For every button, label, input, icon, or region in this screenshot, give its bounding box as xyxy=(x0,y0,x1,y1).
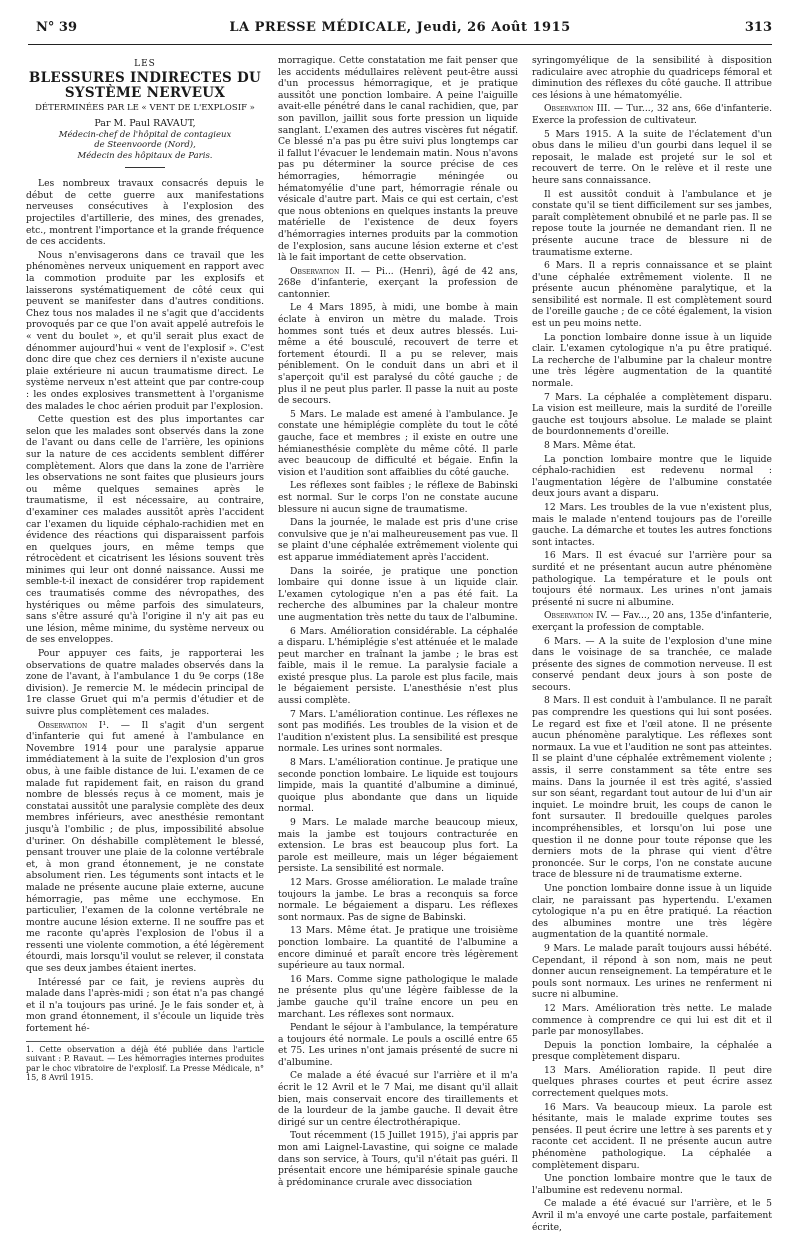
observation-3 xyxy=(532,103,772,126)
paragraph: Il est aussitôt conduit à l'ambulance et je constate qu'il se tient difficilement sur ses jambes, paraît complètement obnubilé et ne parle pas. Il se repose toute la journée ne demandant rien. Il ne présente aucune trace de blessure ni de traumatisme externe. xyxy=(532,188,772,258)
observation-4 xyxy=(532,610,772,633)
paragraph: Les nombreux travaux consacrés depuis le début de cette guerre aux manifestations nerveuses consécutives à l'explosion des projectiles d'artillerie, des mines, des grenades, etc., montrent l'importance et la grande fréquence de ces accidents. xyxy=(26,178,264,248)
paragraph: 16 Mars. Va beaucoup mieux. La parole est hésitante, mais le malade exprime toutes ses pensées. Il peut écrire une lettre à ses parents et y raconte cet accident. Il ne présente aucun autre phénomène pathologique. La céphalée a complètement disparu. xyxy=(532,1101,772,1171)
paragraph: 7 Mars. L'amélioration continue. Les réflexes ne sont pas modifiés. Les troubles de la vision et de l'audition n'existent plus. La sensibilité est presque normale. Les urines sont normales. xyxy=(278,708,518,755)
author-affiliation-2: de Steenvoorde (Nord), xyxy=(94,140,196,151)
page-number: 313 xyxy=(744,20,772,35)
page-header xyxy=(28,20,772,42)
article-heading xyxy=(26,59,264,161)
paragraph: 6 Mars. — A la suite de l'explosion d'une mine dans le voisinage de sa tranchée, ce malade présente des signes de commotion nerveuse. Il est conservé pendant deux jours à son poste de secours. xyxy=(532,635,772,693)
paragraph: 8 Mars. Il est conduit à l'ambulance. Il ne paraît pas comprendre les questions qui lui sont posées. Le regard est fixe et l'œil atone. Il ne présente aucun phénomène paralytique. Les réflexes sont normaux. La vue et l'audition ne sont pas atteintes. Il se plaint d'une céphalée extrêmement violente ; assis, il serre constamment sa tête entre ses mains. Dans la journée il est très agité, s'assied sur son séant, regardant tout autour de lui d'un air inquiet. Le moindre bruit, les coups de canon le font sursauter. Il bredouille quelques paroles incompréhensibles, et lorsqu'on lui pose une question il ne donne pour toute réponse que les derniers mots de la phrase qui vient d'être prononcée. Sur le corps, l'on ne constate aucune trace de blessure ni de traumatisme externe. xyxy=(532,695,772,881)
observation-text: — Fav..., 20 ans, 135e d'infanterie, exerçant la profession de comptable. xyxy=(532,610,773,633)
observation-label: Observation II. xyxy=(290,265,356,277)
paragraph: 5 Mars 1915. A la suite de l'éclatement d'un obus dans le milieu d'un gourbi dans lequel il se reposait, le malade est projeté sur le sol et recouvert de terre. On le relève et il reste une heure sans connaissance. xyxy=(532,128,772,186)
article-author: Par M. Paul RAVAUT, xyxy=(94,118,196,130)
paragraph: 7 Mars. La céphalée a complètement disparu. La vision est meilleure, mais la surdité de l'oreille gauche est toujours absolue. Le malade se plaint de bourdonnements d'oreille. xyxy=(532,391,772,438)
header-rule xyxy=(28,44,772,45)
paragraph: Intéressé par ce fait, je reviens auprès du malade dans l'après-midi ; son état n'a pas changé et il n'a toujours pas uriné. Je le fais sonder et, à mon grand étonnement, il s'écoule un liquide très fortement hé- xyxy=(26,976,264,1035)
paragraph: Une ponction lombaire donne issue à un liquide clair, ne paraissant pas hypertendu. L'examen cytologique n'a pu en être pratiqué. La réaction des albumines montre une très légère augmentation de la quantité normale. xyxy=(532,882,772,941)
paragraph: Le 4 Mars 1895, à midi, une bombe à main éclate à environ un mètre du malade. Trois hommes sont tués et deux autres blessés. Lui-même a été bousculé, recouvert de terre et fortement étourdi. Il a pu se relever, mais péniblement. On le conduit dans un abri et il s'aperçoit qu'il est paralysé du côté gauche ; de plus il ne peut plus parler. Il passe la nuit au poste de secours. xyxy=(278,302,518,407)
column-1 xyxy=(26,55,264,1083)
paragraph: 6 Mars. Amélioration considérable. La céphalée a disparu. L'hémiplégie s'est atténuée et le malade peut marcher en traînant la jambe ; le bras est faible, mais il le remue. La paralysie faciale a existé presque plus. La parole est plus facile, mais le bégaiement persiste. L'anesthésie n'est plus aussi complète. xyxy=(278,625,518,707)
paragraph: 9 Mars. Le malade marche beaucoup mieux, mais la jambe est toujours contracturée en extension. Le bras est beaucoup plus fort. La parole est meilleure, mais un léger bégaiement persiste. La sensibilité est normale. xyxy=(278,817,518,875)
paragraph: 5 Mars. Le malade est amené à l'ambulance. Je constate une hémiplégie complète du tout le côté gauche, face et membres ; il existe en outre une hémianesthésie complète du même côté. Il parle avec beaucoup de difficulté et bégaie. Enfin la vision et l'audition sont affaiblies du côté gauche. xyxy=(278,408,518,478)
author-affiliation-1: Médecin-chef de l'hôpital de contagieux xyxy=(58,129,232,140)
paragraph: syringomyélique de la sensibilité à disposition radiculaire avec atrophie du quadriceps fémoral et diminution des réflexes du côté gauche. Il attribue ces lésions à une hématomyélie. xyxy=(532,55,772,101)
paragraph: 9 Mars. Le malade paraît toujours aussi hébété. Cependant, il répond à son nom, mais ne peut donner aucun renseignement. La température et le pouls sont normaux. Les urines ne renferment ni sucre ni albumine. xyxy=(532,942,772,1001)
paragraph: 8 Mars. Même état. xyxy=(544,440,636,451)
paragraph: 6 Mars. Il a repris connaissance et se plaint d'une céphalée extrêmement violente. Il ne présente aucun phénomène paralytique, et la sensibilité est normale. Il est complètement sourd de l'oreille gauche ; de ce côté également, la vision est un peu moins nette. xyxy=(532,260,772,330)
paragraph: 8 Mars. L'amélioration continue. Je pratique une seconde ponction lombaire. Le liquide est toujours limpide, mais la quantité d'albumine a diminué, quoique plus abondante que dans un liquide normal. xyxy=(278,757,518,815)
paragraph: 13 Mars. Amélioration rapide. Il peut dire quelques phrases courtes et peut écrire assez correctement quelques mots. xyxy=(532,1064,772,1100)
paragraph: 12 Mars. Grosse amélioration. Le malade traîne toujours la jambe. Le bras a reconquis sa force normale. Le bégaiement a disparu. Les réflexes sont normaux. Pas de signe de Babinski. xyxy=(278,876,518,923)
paragraph: morragique. Cette constatation me fait penser que les accidents médullaires relèvent peut-être aussi d'un processus hémorragique, et je pratique aussitôt une ponction lombaire. A peine l'aiguille avait-elle pénétré dans le canal rachidien, que, par son pavillon, jaillit sous forte pression un liquide sanglant. L'examen des autres viscères fut négatif. Ce blessé n'a pas pu être suivi plus longtemps car il fallut l'évacuer le lendemain matin. Nous n'avons pas pu déterminer la source précise de ces hémorragies, hémorragie méningée ou hématomyélie d'une part, hémorragie rénale ou vésicale d'autre part. Mais ce qui est certain, c'est que nous obtenions en quelques instants la preuve matérielle de l'existence de deux foyers d'hémorragies internes produits par la commotion de l'explosion, sans aucune lésion externe et c'est là le fait important de cette observation. xyxy=(278,55,518,264)
paragraph: Tout récemment (15 Juillet 1915), j'ai appris par mon ami Laignel-Lavastine, qui soigne ce malade dans son service, à Tours, qu'il n'était pas guéri. Il présentait encore une hémiparésie spinale gauche à prédominance crurale avec dissociation xyxy=(278,1130,518,1188)
paragraph: Une ponction lombaire montre que le taux de l'albumine est redevenu normal. xyxy=(532,1173,772,1196)
paragraph: Cette question est des plus importantes car selon que les malades sont observés dans la zone de l'avant ou dans celle de l'arrière, les opinions sur la nature de ces accidents semblent différer complètement. Alors que dans la zone de l'arrière les observations ne sont faites que plusieurs jours ou même quelques semaines après le traumatisme, il est nécessaire, au contraire, d'examiner ces malades aussitôt après l'accident car l'examen du liquide céphalo-rachidien met en évidence des réactions qui disparaissent parfois en quelques jours, en même temps que rétrocèdent et cicatrisent les lésions souvent très minimes qui leur ont donné naissance. Aussi me semble-t-il inexact de considérer trop rapidement ces traumatisés comme des névropathes, des hystériques ou même parfois des simulateurs, sans s'être assuré qu'à l'origine il n'y ait pas eu une lésion, même minime, du système nerveux ou de ses enveloppes. xyxy=(26,414,264,646)
observation-label: Observation I¹. xyxy=(38,719,110,731)
column-3 xyxy=(532,55,773,1233)
paragraph: 16 Mars. Il est évacué sur l'arrière pour sa surdité et ne présentant aucun autre phénomène pathologique. La température et le pouls ont toujours été normaux. Les urines n'ont jamais présenté ni sucre ni albumine. xyxy=(532,550,772,608)
observation-2 xyxy=(278,266,518,301)
paragraph: Dans la soirée, je pratique une ponction lombaire qui donne issue à un liquide clair. L'examen cytologique n'en a pas été fait. La recherche des albumines par la chaleur montre une augmentation très nette du taux de l'albumine. xyxy=(278,565,518,623)
article-subtitle: DÉTERMINÉES PAR LE « VENT DE L'EXPLOSIF » xyxy=(35,102,255,113)
paragraph: Ce malade a été évacué sur l'arrière, et le 5 Avril il m'a envoyé une carte postale, parfaitement écrite, xyxy=(532,1198,772,1233)
column-2 xyxy=(278,55,518,1188)
issue-number: N° 39 xyxy=(36,20,77,35)
journal-title: LA PRESSE MÉDICALE, Jeudi, 26 Août 1915 xyxy=(229,20,571,35)
paragraph: 12 Mars. Amélioration très nette. Le malade commence à comprendre ce qui lui est dit et il parle par monosyllabes. xyxy=(532,1002,772,1038)
observation-label: Observation III. xyxy=(544,103,611,115)
paragraph: Les réflexes sont faibles ; le réflexe de Babinski est normal. Sur le corps l'on ne constate aucune blessure ni aucun signe de traumatisme. xyxy=(278,480,518,515)
footnote: 1. Cette observation a déjà été publiée dans l'article suivant : P. Ravaut. — Les hémorragies internes produites par le choc vibratoire de l'explosif. La Presse Médicale, n° 15, 8 Avril 1915. xyxy=(26,1041,264,1083)
observation-1 xyxy=(26,720,264,975)
observation-label: Observation IV. xyxy=(544,610,608,622)
paragraph: 13 Mars. Même état. Je pratique une troisième ponction lombaire. La quantité de l'albumine a encore diminué et paraît encore très légèrement supérieure au taux normal. xyxy=(278,925,518,972)
paragraph: Ce malade a été évacué sur l'arrière et il m'a écrit le 12 Avril et le 7 Mai, me disant qu'il allait bien, mais conservait encore des tiraillements et de la lourdeur de la jambe gauche. Il devait être dirigé sur un centre électrothérapique. xyxy=(278,1070,518,1128)
paragraph: La ponction lombaire donne issue à un liquide clair. L'examen cytologique n'a pu être pratiqué. La recherche de l'albumine par la chaleur montre une très légère augmentation de la quantité normale. xyxy=(532,331,772,390)
paragraph: 16 Mars. Comme signe pathologique le malade ne présente plus qu'une légère faiblesse de la jambe gauche qu'il traîne encore un peu en marchant. Les réflexes sont normaux. xyxy=(278,973,518,1020)
heading-separator xyxy=(125,167,165,168)
observation-text: — Tur..., 32 ans, 66e d'infanterie. Exerce la profession de cultivateur. xyxy=(532,103,773,126)
article-les: LES xyxy=(134,59,156,69)
article-title: BLESSURES INDIRECTES DU SYSTÈME NERVEUX xyxy=(28,69,262,101)
paragraph: Pour appuyer ces faits, je rapporterai les observations de quatre malades observés dans la zone de l'avant, à l'ambulance 1 du 9e corps (18e division). Je remercie M. le médecin principal de 1re classe Gruet qui m'a permis d'étudier et de suivre plus complètement ces malades. xyxy=(26,648,264,717)
paragraph: La ponction lombaire montre que le liquide céphalo-rachidien est redevenu normal : l'augmentation légère de l'albumine constatée deux jours avant a disparu. xyxy=(532,453,772,500)
paragraph: Nous n'envisagerons dans ce travail que les phénomènes nerveux uniquement en rapport avec la commotion produite par les explosifs et laisserons systématiquement de côté ceux qui peuvent se manifester dans d'autres conditions. Chez tous nos malades il ne s'agit que d'accidents provoqués par ce que l'on avait appelé autrefois le « vent du boulet », et qu'il serait plus exact de dénommer aujourd'hui « vent de l'explosif ». C'est donc dire que chez ces derniers il n'existe aucune plaie extérieure ni aucun traumatisme direct. Le système nerveux n'est atteint que par contre-coup : les ondes explosives transmettent à l'organisme des malades le choc aérien produit par l'explosion. xyxy=(26,249,264,412)
paragraph: Depuis la ponction lombaire, la céphalée a presque complètement disparu. xyxy=(532,1039,772,1063)
paragraph: Pendant le séjour à l'ambulance, la température a toujours été normale. Le pouls a oscillé entre 65 et 75. Les urines n'ont jamais présenté de sucre ni d'albumine. xyxy=(278,1022,518,1068)
author-affiliation-3: Médecin des hôpitaux de Paris. xyxy=(77,150,213,161)
paragraph: Dans la journée, le malade est pris d'une crise convulsive que je n'ai malheureusement pas vue. Il se plaint d'une céphalée extrêmement violente qui est apparue immédiatement après l'accident. xyxy=(278,517,518,563)
observation-text: — Pi... (Henri), âgé de 42 ans, 268e d'infanterie, exerçant la profession de cantonnier. xyxy=(278,265,518,300)
paragraph: 12 Mars. Les troubles de la vue n'existent plus, mais le malade n'entend toujours pas de l'oreille gauche. La démarche et toutes les autres fonctions sont intactes. xyxy=(532,501,772,548)
observation-text: — Il s'agit d'un sergent d'infanterie qui fut amené à l'ambulance en Novembre 1914 pour une paralysie apparue immédiatement à la suite de l'explosion d'un gros obus, à une faible distance de lui. L'examen de ce malade fut rapidement fait, en raison du grand nombre de blessés reçus à ce moment, mais je constatai aussitôt une paralysie complète des deux membres inférieurs, avec anesthésie remontant jusqu'à l'ombilic ; de plus, impossibilité absolue d'uriner. On déshabille complètement le blessé, pensant trouver une plaie de la colonne vertébrale et, à mon grand étonnement, je ne constate absolument rien. Les téguments sont intacts et le malade ne présente aucune plaie externe, aucune hémorragie, pas même une ecchymose. En particulier, l'examen de la colonne vertébrale ne montre aucune lésion externe. Il ne souffre pas et me raconte qu'après l'explosion de l'obus il a ressenti une violente commotion, a été légèrement étourdi, mais lorsqu'il voulut se relever, il constata que ses deux jambes étaient inertes. xyxy=(26,719,264,975)
